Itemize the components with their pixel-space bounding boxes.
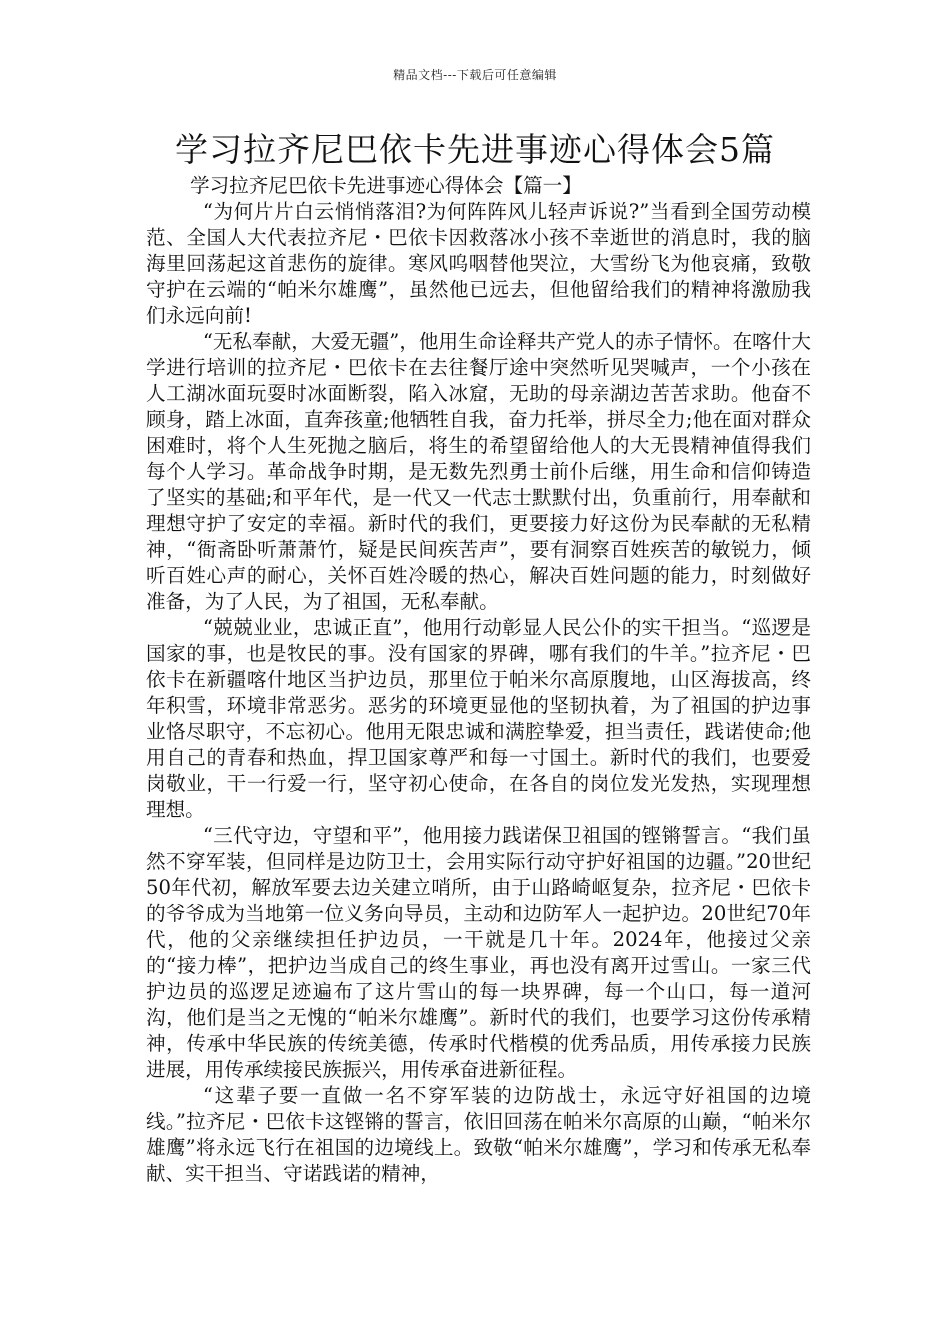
document-title: 学习拉齐尼巴依卡先进事迹心得体会5篇: [175, 130, 775, 169]
paragraph-4: “三代守边，守望和平”，他用接力践诺保卫祖国的铿锵誓言。“我们虽然不穿军装，但同样是边防卫士，会用实际行动守护好祖国的边疆。”20世纪50年代初，解放军要去边关建立哨所，由于山路崎岖复杂，拉齐尼・巴依卡的爷爷成为当地第一位义务向导员，主动和边防军人一起护边。20世纪70年代，他的父亲继续担任护边员，一干就是几十年。2024年，他接过父亲的“接力棒”，把护边当成自己的终生事业，再也没有离开过雪山。一家三代护边员的巡逻足迹遍布了这片雪山的每一块界碑，每一个山口，每一道河沟，他们是当之无愧的“帕米尔雄鹰”。新时代的我们，也要学习这份传承精神，传承中华民族的传统美德，传承时代楷模的优秀品质，用传承接力民族进展，用传承续接民族振兴，用传承奋进新征程。: [146, 824, 811, 1081]
paragraph-1: “为何片片白云悄悄落泪?为何阵阵风儿轻声诉说?”当看到全国劳动模范、全国人大代表拉齐尼・巴依卡因救落冰小孩不幸逝世的消息时，我的脑海里回荡起这首悲伤的旋律。寒风呜咽替他哭泣，大雪纷飞为他哀痛，致敬守护在云端的“帕米尔雄鹰”，虽然他已远去，但他留给我们的精神将激励我们永远向前!: [146, 200, 811, 327]
document-body: [146, 173, 811, 1187]
paragraph-2: “无私奉献，大爱无疆”，他用生命诠释共产党人的赤子情怀。在喀什大学进行培训的拉齐尼・巴依卡在去往餐厅途中突然听见哭喊声，一个小孩在人工湖冰面玩耍时冰面断裂，陷入冰窟，无助的母亲湖边苦苦求助。他奋不顾身，踏上冰面，直奔孩童;他牺牲自我，奋力托举，拼尽全力;他在面对群众困难时，将个人生死抛之脑后，将生的希望留给他人的大无畏精神值得我们每个人学习。革命战争时期，是无数先烈勇士前仆后继，用生命和信仰铸造了坚实的基础;和平年代，是一代又一代志士默默付出，负重前行，用奉献和理想守护了安定的幸福。新时代的我们，更要接力好这份为民奉献的无私精神，“衙斋卧听萧萧竹，疑是民间疾苦声”，要有洞察百姓疾苦的敏锐力，倾听百姓心声的耐心，关怀百姓冷暖的热心，解决百姓问题的能力，时刻做好准备，为了人民，为了祖国，无私奉献。: [146, 330, 811, 613]
header-note: 精品文档---下载后可任意编辑: [393, 68, 557, 82]
paragraph-3: “兢兢业业，忠诚正直”，他用行动彰显人民公仆的实干担当。“巡逻是国家的事，也是牧民的事。没有国家的界碑，哪有我们的牛羊。”拉齐尼・巴依卡在新疆喀什地区当护边员，那里位于帕米尔高原腹地，山区海拔高，终年积雪，环境非常恶劣。恶劣的环境更显他的坚韧执着，为了祖国的护边事业恪尽职守，不忘初心。他用无限忠诚和满腔挚爱，担当责任，践诺使命;他用自己的青春和热血，捍卫国家尊严和每一寸国土。新时代的我们，也要爱岗敬业，干一行爱一行，坚守初心使命，在各自的岗位发光发热，实现理想理想。: [146, 616, 811, 821]
section-subtitle: 学习拉齐尼巴依卡先进事迹心得体会【篇一】: [190, 174, 582, 197]
paragraph-5: “这辈子要一直做一名不穿军装的边防战士，永远守好祖国的边境线。”拉齐尼・巴依卡这铿锵的誓言，依旧回荡在帕米尔高原的山巅，“帕米尔雄鹰”将永远飞行在祖国的边境线上。致敬“帕米尔雄鹰”，学习和传承无私奉献、实干担当、守诺践诺的精神，: [146, 1084, 811, 1185]
